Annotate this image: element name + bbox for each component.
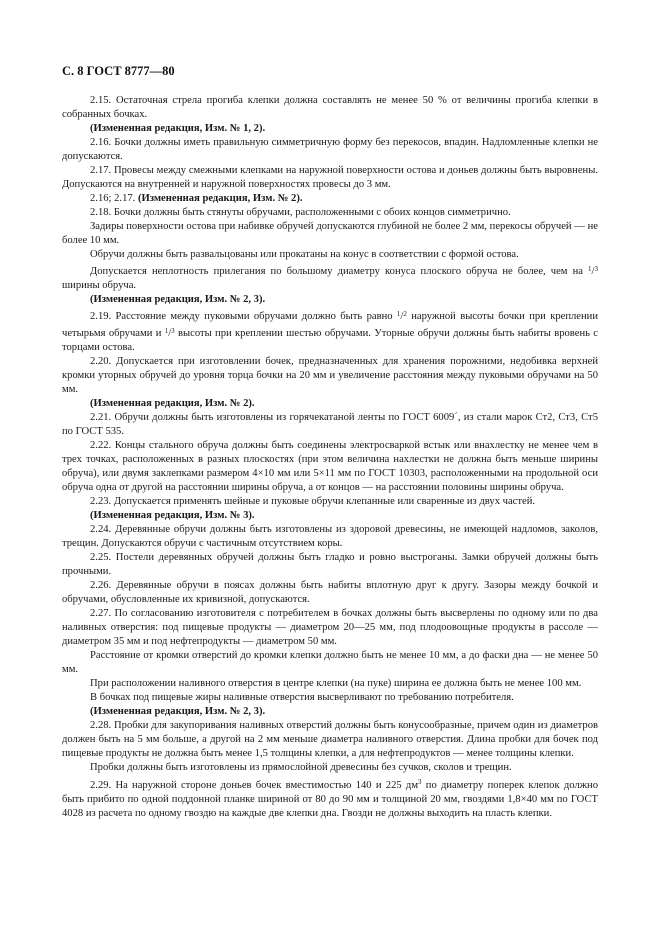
paragraph-2-19: 2.19. Расстояние между пуковыми обручами должно быть равно $^1$/$^2$ наружной высоты бочки при креплении четырьмя обручами и $^1$/$^3$ высоты при креплении шестью обручами. Уторные обручи должны быть набиты вровень с торцами остова. [62,310,598,353]
fraction-numerator: 1 [396,310,401,318]
text-run: 2.19. Расстояние между пуковыми обручами должно быть равно [90,311,397,322]
paragraph-2-22: 2.22. Концы стального обруча должны быть соединены электросваркой встык или внахлестку не менее чем в трех точках, расположенных в разных плоскостях (при этом величина нахлестки не должна быть меньше ширины обруча), или двумя заклепками размером 4×10 мм или 5×11 мм по ГОСТ 10303, расположенными на продольной оси обруча одна от другой на расстоянии ширины обруча, а от концов — на расстоянии половины ширины обруча. [62,440,598,493]
amendment-note: (Измененная редакция, Изм. № 2). [90,398,255,409]
paragraph-2-25: 2.25. Постели деревянных обручей должны быть гладко и ровно выстроганы. Замки обручей должны быть прочными. [62,552,598,577]
paragraph-2-17: 2.17. Провесы между смежными клепками на наружной поверхности остова и доньев должны быть выровнены. Допускаются на внутренней и наружной поверхностях провесы до 3 мм. [62,165,598,190]
paragraph-2-20: 2.20. Допускается при изготовлении бочек, предназначенных для хранения порожними, недобивка верхней кромки уторных обручей до уровня торца бочки на 20 мм и увеличение расстояния между пуковыми обручами на 50 мм. [62,356,598,395]
paragraph-2-18: 2.18. Бочки должны быть стянуты обручами, расположенными с обоих концов симметрично. [90,207,511,218]
page-header: С. 8 ГОСТ 8777—80 [62,64,175,78]
paragraph-2-24: 2.24. Деревянные обручи должны быть изготовлены из здоровой древесины, не имеющей надломов, заколов, трещин. Допускаются обручи с частичным отсутствием коры. [62,524,598,549]
text-run: по диаметру поперек клепок должно быть прибито по одной поддонной планке шириной от 80 до 90 мм и толщиной 20 мм, гвоздями 1,8×40 мм по ГОСТ 4028 из расчета по одному гвоздю на каждые две клепки дна. Гвозди не должны выходить на пласть клепки. [62,780,598,819]
paragraph-2-18-b: Задиры поверхности остова при набивке обручей допускаются глубиной не более 2 мм, перекосы обручей — не более 10 мм. [62,221,598,246]
paragraph-2-21: 2.21. Обручи должны быть изготовлены из горячекатаной ленты по ГОСТ 6009´, из стали марок Ст2, Ст3, Ст5 по ГОСТ 535. [62,412,598,437]
paragraph-2-28-b: Пробки должны быть изготовлены из прямослойной древесины без сучков, сколов и трещин. [90,762,512,773]
amendment-note: (Измененная редакция, Изм. № 2, 3). [90,294,266,305]
paragraph-2-27-c: При расположении наливного отверстия в центре клепки (на пуке) ширина ее должна быть не менее 100 мм. [90,678,582,689]
paragraph-2-23: 2.23. Допускается применять шейные и пуковые обручи клепанные или сваренные из двух частей. [90,496,536,507]
paragraph-2-28: 2.28. Пробки для закупоривания наливных отверстий должны быть конусообразные, причем один из диаметров должен быть на 5 мм больше, а другой на 2 мм меньше диаметра наливного отверстия. Длина пробки для бочек под пищевые продукты не должна быть менее 1,5 толщины клепки, а для нефтепродуктов — менее толщины клепки. [62,720,598,759]
paragraph-2-27: 2.27. По согласованию изготовителя с потребителем в бочках должны быть высверлены по одному или по два наливных отверстия: под пищевые продукты — диаметром 20—25 мм, под плодоовощные продукты в рассоле — диаметром 35 мм и под нефтепродукты — диаметром 50 мм. [62,608,598,647]
paragraph-2-26: 2.26. Деревянные обручи в поясах должны быть набиты вплотную друг к другу. Зазоры между бочкой и обручами, обусловленные их кривизной, допускаются. [62,580,598,605]
paragraph-2-27-d: В бочках под пищевые жиры наливные отверстия высверливают по требованию потребителя. [90,692,514,703]
amendment-note: (Измененная редакция, Изм. № 2, 3). [90,706,266,717]
amendment-note: (Измененная редакция, Изм. № 3). [90,510,255,521]
fraction-numerator: 1 [164,327,169,335]
fraction-numerator: 1 [588,265,592,273]
text-run: высоты при креплении шестью обручами. Уторные обручи должны быть набиты вровень с торцами остова. [62,328,598,353]
text-run: 2.29. На наружной стороне доньев бочек вместимостью 140 и 225 дм [90,780,419,791]
text-run: ширины обруча. [62,280,137,291]
paragraph-2-29 [62,775,598,821]
paragraph-2-18-c: Обручи должны быть развальцованы или прокатаны на конус в соответствии с формой остова. [90,249,519,260]
document-body [62,94,598,821]
amendment-note: (Измененная редакция, Изм. № 1, 2). [90,123,266,134]
fraction-denominator: 3 [171,327,175,335]
amendment-note: (Измененная редакция, Изм. № 2). [137,193,303,204]
text-run: Допускается неплотность прилегания по большому диаметру конуса плоского обруча не более, чем на [90,266,589,277]
text-run: наружной высоты бочки при креплении четырьмя обручами и [62,311,598,339]
paragraph-2-16: 2.16. Бочки должны иметь правильную симметричную форму без перекосов, впадин. Надломленные клепки не допускаются. [62,137,598,162]
superscript: 3 [418,778,422,786]
paragraph-2-15: 2.15. Остаточная стрела прогиба клепки должна составлять не менее 50 % от величины прогиба клепки в собранных бочках. [62,95,598,120]
paragraph-ref: 2.16; 2.17. [90,193,138,204]
fraction-denominator: 3 [594,265,598,273]
paragraph-2-16-2-17-note [62,192,598,206]
paragraph-2-27-b: Расстояние от кромки отверстий до кромки клепки должно быть не менее 10 мм, а до фаски дна — не менее 50 мм. [62,650,598,675]
paragraph-2-18-d: Допускается неплотность прилегания по большому диаметру конуса плоского обруча не более, чем на $^1$/$^3$ ширины обруча. [62,265,598,291]
fraction-denominator: 2 [403,310,407,318]
